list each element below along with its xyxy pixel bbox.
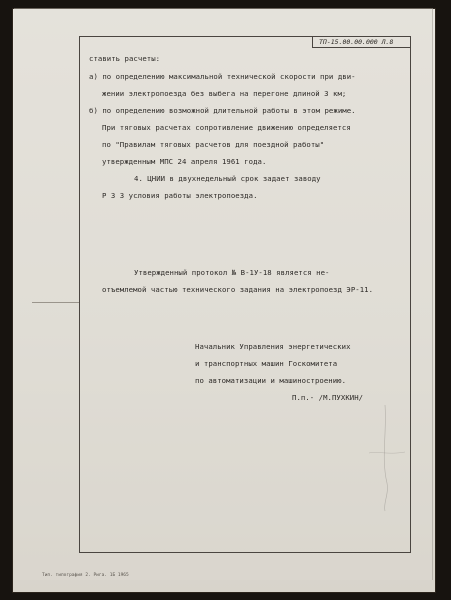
text-line-5: При тяговых расчетах сопротивление движению определяется [102, 123, 351, 132]
document-sheet [12, 8, 436, 593]
text-line-7: утвержденным МПС 24 апреля 1961 года. [102, 157, 267, 166]
signature-title-1: Начальник Управления энергетических [195, 342, 351, 351]
print-footer: Тип. типография 2. Рига. 1Б 1965 [42, 573, 129, 578]
frame-bottom-border [79, 552, 411, 553]
text-line-9: Р З З условия работы электропоезда. [102, 191, 258, 200]
signature-title-2: и транспортных машин Госкомитета [195, 359, 338, 368]
text-line-11: отъемлемой частью технического задания на электропоезд ЭР-11. [102, 285, 374, 294]
text-line-8: 4. ЦНИИ в двухнедельный срок задает заводу [134, 174, 321, 183]
margin-fold-line [32, 302, 79, 303]
frame-right-border [410, 36, 411, 552]
text-line-4: б) по определению возможной длительной работы в этом режиме. [89, 106, 356, 115]
document-code-stamp: ТП-15.00.00.000 Л.8 [312, 36, 410, 48]
pencil-mark [367, 403, 407, 513]
signature-name: П.п.- /М.ПУХКИН/ [292, 393, 364, 402]
text-line-2: а) по определению максимальной технической скорости при дви- [89, 72, 356, 81]
text-line-6: по "Правилам тяговых расчетов для поездной работы" [102, 140, 325, 149]
signature-title-3: по автоматизации и машиностроению. [195, 376, 347, 385]
text-line-10: Утвержденный протокол № В-1У-18 является не- [134, 268, 330, 277]
text-line-1: ставить расчеты: [89, 54, 161, 63]
text-line-3: жении электропоезда без выбега на перегоне длиной 3 км; [102, 89, 347, 98]
frame-left-border [79, 36, 80, 552]
